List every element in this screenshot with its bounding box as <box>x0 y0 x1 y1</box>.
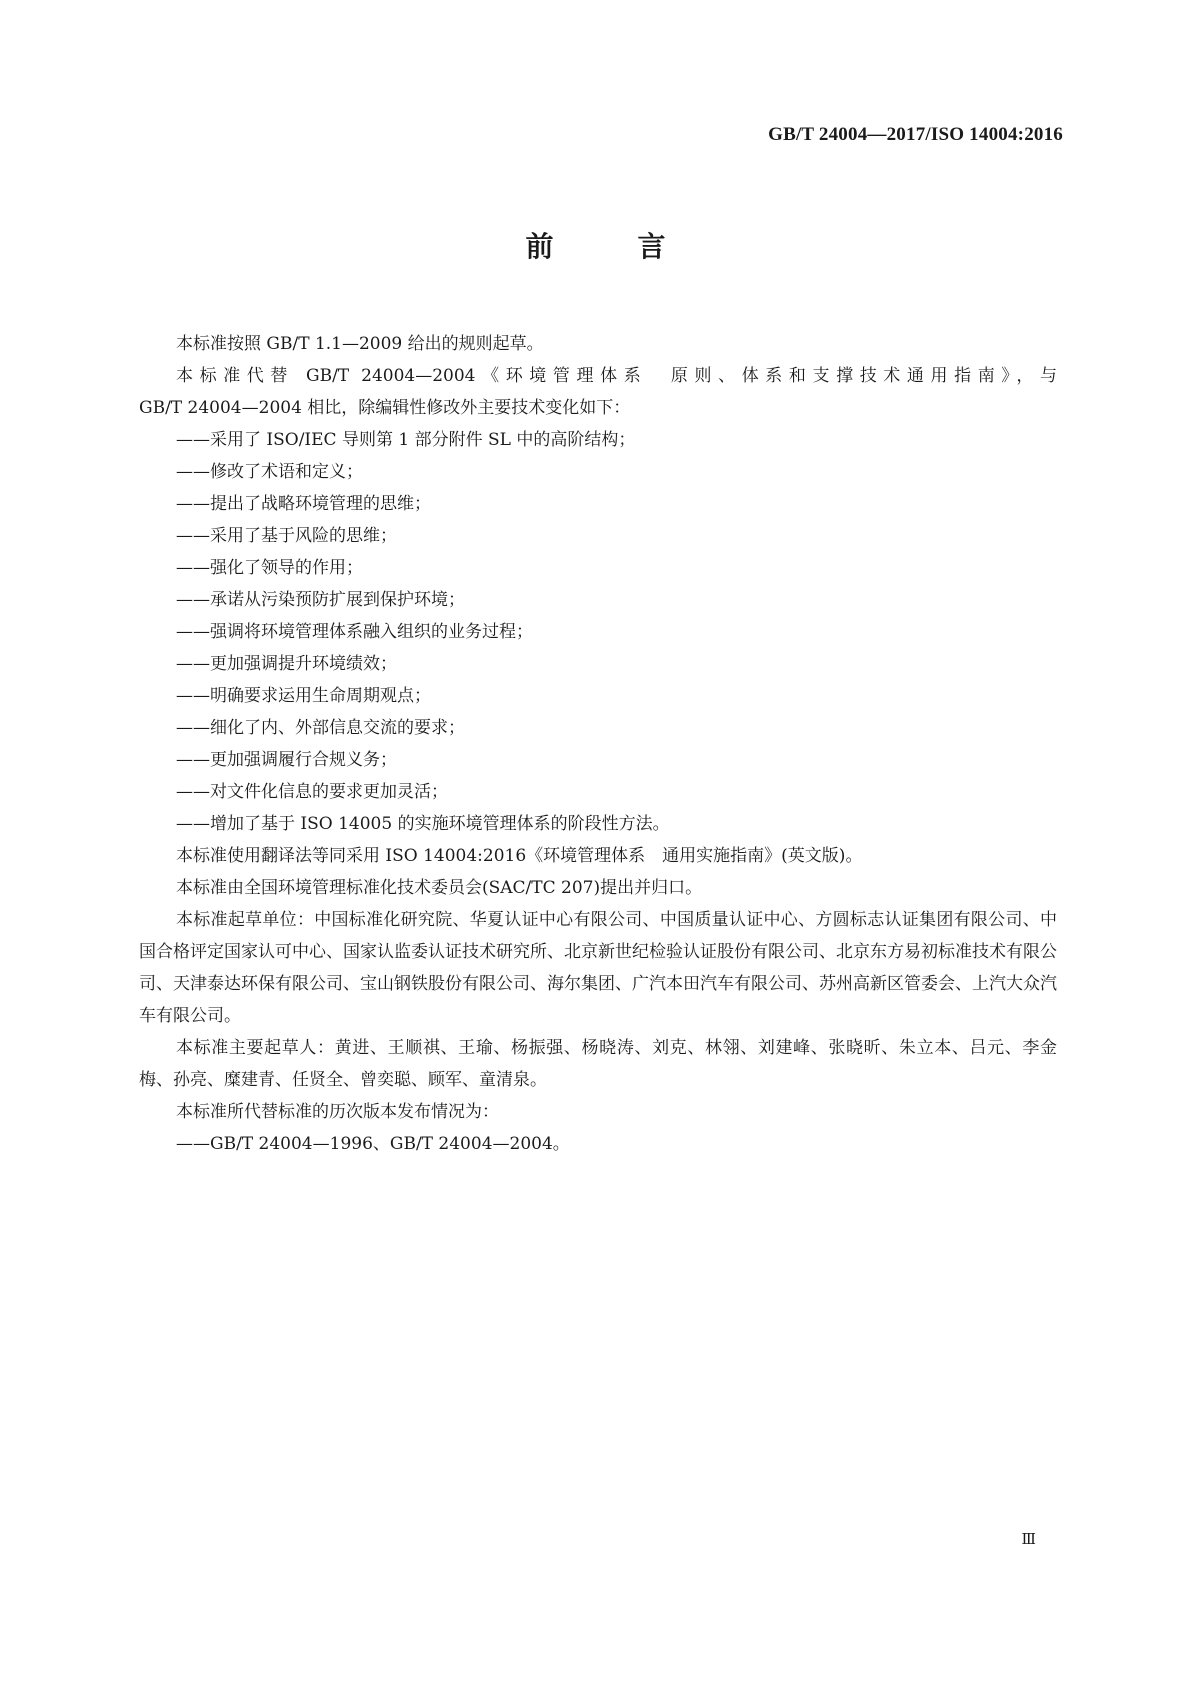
list-item: ——强化了领导的作用； <box>176 558 363 578</box>
list-item: ——修改了术语和定义； <box>176 462 363 482</box>
list-item: ——增加了基于 ISO 14005 的实施环境管理体系的阶段性方法。 <box>176 814 670 834</box>
paragraph-main-drafters: 本标准主要起草人：黄进、王顺祺、王瑜、杨振强、杨晓涛、刘克、林翎、刘建峰、张晓昕、朱立本、吕元、李金梅、孙亮、糜建青、任贤全、曾奕聪、顾军、童清泉。 <box>139 1038 1057 1090</box>
list-item: ——采用了 ISO/IEC 导则第 1 部分附件 SL 中的高阶结构； <box>176 430 636 450</box>
list-item: ——提出了战略环境管理的思维； <box>176 494 431 514</box>
list-item: ——承诺从污染预防扩展到保护环境； <box>176 590 465 610</box>
list-item: ——强调将环境管理体系融入组织的业务过程； <box>176 622 533 642</box>
paragraph-history-intro: 本标准所代替标准的历次版本发布情况为： <box>176 1102 499 1122</box>
paragraph-drafting-units: 本标准起草单位：中国标准化研究院、华夏认证中心有限公司、中国质量认证中心、方圆标志认证集团有限公司、中国合格评定国家认可中心、国家认监委认证技术研究所、北京新世纪检验认证股份有限公司、北京东方易初标准技术有限公司、天津泰达环保有限公司、宝山钢铁股份有限公司、海尔集团、广汽本田汽车有限公司、苏州高新区管委会、上汽大众汽车有限公司。 <box>139 910 1057 1026</box>
list-item: ——采用了基于风险的思维； <box>176 526 397 546</box>
paragraph-replaces-line2: GB/T 24004—2004 相比，除编辑性修改外主要技术变化如下： <box>139 398 631 418</box>
history-list-item: ——GB/T 24004—1996、GB/T 24004—2004。 <box>176 1134 570 1154</box>
paragraph-translation-method: 本标准使用翻译法等同采用 ISO 14004:2016《环境管理体系 通用实施指南》(英文版)。 <box>176 846 863 866</box>
changes-list <box>139 424 1057 840</box>
list-item: ——更加强调提升环境绩效； <box>176 654 397 674</box>
paragraph-proposed-by: 本标准由全国环境管理标准化技术委员会(SAC/TC 207)提出并归口。 <box>176 878 703 898</box>
list-item: ——更加强调履行合规义务； <box>176 750 397 770</box>
paragraph-drafting-rules: 本标准按照 GB/T 1.1—2009 给出的规则起草。 <box>176 334 544 354</box>
document-body <box>139 328 1057 1160</box>
list-item: ——对文件化信息的要求更加灵活； <box>176 782 448 802</box>
page-title: 前 言 <box>525 230 694 263</box>
list-item: ——细化了内、外部信息交流的要求； <box>176 718 465 738</box>
paragraph-replaces-line1: 本标准代替 GB/T 24004—2004《环境管理体系 原则、体系和支撑技术通用指南》，与 <box>176 366 1057 386</box>
list-item: ——明确要求运用生命周期观点； <box>176 686 431 706</box>
standard-code-header: GB/T 24004—2017/ISO 14004:2016 <box>768 124 1063 145</box>
page-number: Ⅲ <box>1021 1532 1036 1548</box>
